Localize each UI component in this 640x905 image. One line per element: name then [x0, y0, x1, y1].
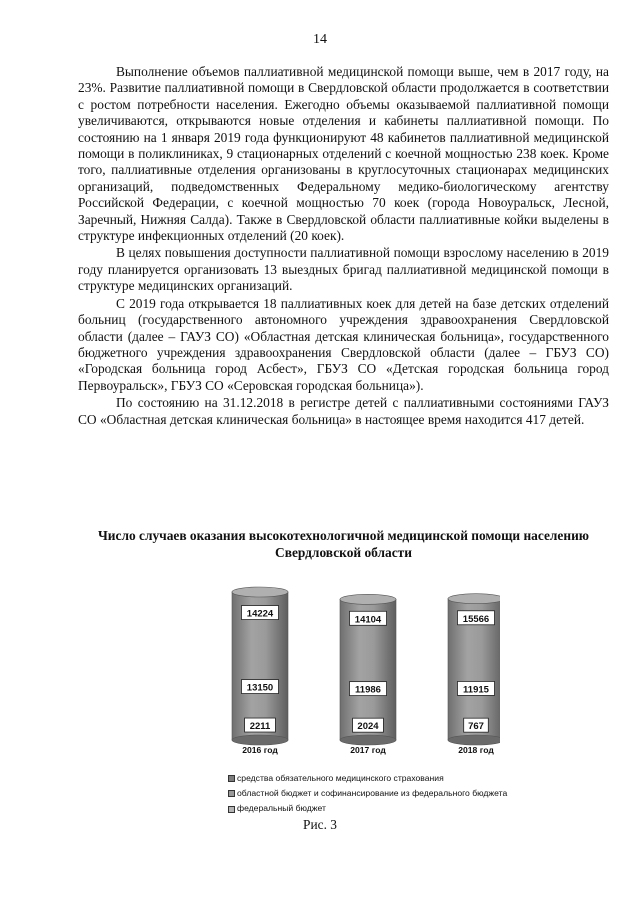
data-label: 14104 — [354, 614, 382, 626]
legend-label: федеральный бюджет — [237, 803, 326, 814]
paragraph: По состоянию на 31.12.2018 в регистре детей с паллиативными состояниями ГАУЗ СО «Областная детская клиническая больница» в настоящее время находится 417 детей. — [78, 395, 609, 427]
data-label: 2024 — [357, 721, 379, 733]
cylinder-top — [340, 594, 396, 604]
data-label: 11915 — [463, 684, 489, 696]
data-label: 13150 — [246, 682, 274, 694]
paragraph: Выполнение объемов паллиативной медицинской помощи выше, чем в 2017 году, на 23%. Развитие паллиативной помощи в Свердловской области продолжается в соответствии с ростом потребности населения. Ежегодно объемы оказываемой паллиативной помощи увеличиваются, открываются новые отделения и кабинеты паллиативной помощи. По состоянию на 1 января 2019 года функционируют 48 кабинетов паллиативной медицинской помощи в поликлиниках, 9 стационарных отделений с коечной мощностью 238 коек. Кроме того, паллиативные отделения организованы в круглосуточных стационарах медицинских организаций, подведомственных Федеральному медико-биологическому агентству Российской Федерации, с коечной мощностью 70 коек (города Новоуральск, Лесной, Заречный, Нижняя Салда). Также в Свердловской области паллиативные койки выделены в структуре инфекционных отделений (20 коек). — [78, 64, 609, 244]
category-label: 2018 год — [458, 745, 494, 755]
chart-legend — [228, 771, 507, 817]
data-label: 14224 — [246, 608, 274, 620]
paragraph: В целях повышения доступности паллиативной помощи взрослому населению в 2019 году планируется организовать 13 выездных бригад паллиативной медицинской помощи в структуре медицинских организаций. — [78, 245, 609, 294]
body-text — [78, 64, 609, 429]
legend-label: средства обязательного медицинского страхования — [237, 773, 444, 783]
chart-title: Число случаев оказания высокотехнологичной медицинской помощи населению Свердловской области — [97, 528, 590, 560]
legend-label: областной бюджет и софинансирование из федерального бюджета — [237, 788, 508, 799]
legend-swatch — [228, 790, 235, 797]
legend-swatch — [228, 775, 235, 782]
legend-item-oms — [228, 771, 507, 786]
category-label: 2017 год — [350, 745, 386, 755]
cylinder-top — [232, 587, 288, 597]
cylinder-base — [448, 735, 500, 745]
cylinder-base — [340, 735, 396, 745]
paragraph: С 2019 года открывается 18 паллиативных коек для детей на базе детских отделений больниц (государственного автономного учреждения здравоохранения Свердловской области (далее – ГАУЗ СО) «Областная детская клиническая больница», государственного бюджетного учреждения здравоохранения Свердловской области (далее – ГБУЗ СО) «Городская больница город Асбест», ГБУЗ СО «Детская городская больница город Первоуральск», ГБУЗ СО «Серовская городская больница»). — [78, 295, 609, 393]
cylinder-base — [232, 735, 288, 745]
data-label: 2211 — [249, 721, 271, 733]
category-label: 2016 год — [242, 745, 278, 755]
legend-item-regional — [228, 786, 507, 801]
data-label: 15566 — [462, 613, 490, 625]
legend-swatch — [228, 806, 235, 813]
chart — [200, 580, 500, 755]
data-label: 767 — [468, 721, 484, 733]
page-number: 14 — [313, 32, 327, 47]
data-label: 11986 — [355, 684, 381, 696]
figure-caption: Рис. 3 — [303, 817, 337, 832]
legend-item-federal — [228, 801, 507, 816]
cylinder-top — [448, 594, 500, 604]
